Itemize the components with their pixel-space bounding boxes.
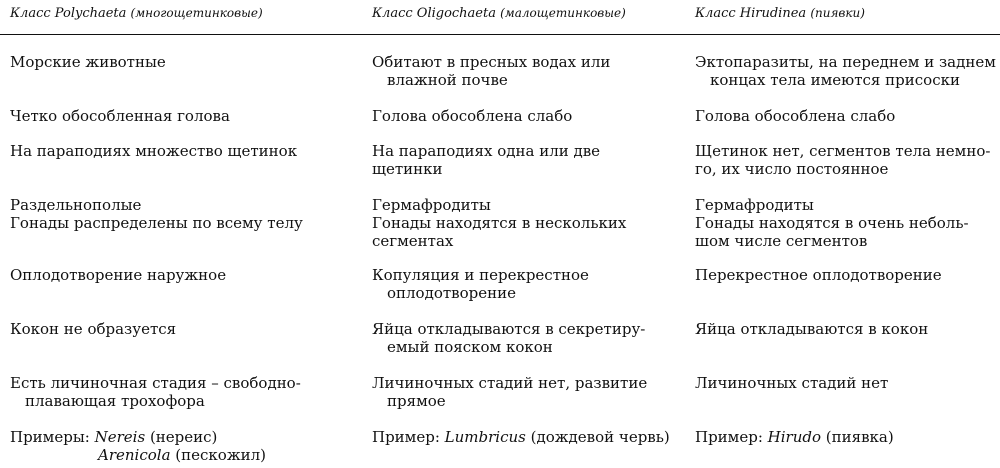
row-head-oligochaeta [372,107,572,125]
cell-line: На параподиях множество щетинок [10,142,298,160]
row-sex-oligochaeta [372,196,626,250]
cell-line: Гонады находятся в нескольких [372,214,627,232]
header-hirudinea [695,6,865,21]
row-sex-hirudinea [695,196,969,250]
row-cocoon-oligochaeta [372,320,645,356]
cell-line: Гонады распределены по всему телу [10,214,303,232]
cell-line: плавающая трохофора [25,392,205,410]
examples-label: Пример: [372,428,440,446]
cell-line: Кокон не образуется [10,320,177,338]
common-name: (пиявка) [825,428,894,446]
cell-line: го, их число постоянное [695,160,889,178]
row-head-hirudinea [695,107,895,125]
row-setae-oligochaeta [372,142,600,178]
example-line-1 [10,428,266,446]
example-line-1 [695,428,894,446]
row-examples-oligochaeta [372,428,670,446]
header-hirudinea-name: Класс Hirudinea [695,6,807,21]
row-cocoon-polychaeta [10,320,176,338]
header-polychaeta-name: Класс Polychaeta [10,6,127,21]
row-cocoon-hirudinea [695,320,928,338]
genus-hirudo: Hirudo [767,428,822,446]
row-habitat-hirudinea [695,53,996,89]
cell-line: Личиночных стадий нет, развитие [372,374,648,392]
row-fertilization-oligochaeta [372,266,589,302]
header-oligochaeta [372,6,626,21]
cell-line: Перекрестное оплодотворение [695,266,942,284]
cell-line: Есть личиночная стадия – свободно- [10,374,301,392]
row-setae-hirudinea [695,142,990,178]
cell-line: щетинки [372,160,443,178]
cell-line: прямое [387,392,446,410]
row-larva-oligochaeta [372,374,647,410]
cell-line: Яйца откладываются в секретиру- [372,320,646,338]
header-oligochaeta-sub: (малощетинковые) [500,6,626,20]
cell-line: На параподиях одна или две [372,142,601,160]
header-divider [0,34,1000,35]
example-line-2 [10,446,266,464]
cell-line: Гермафродиты [372,196,491,214]
row-fertilization-hirudinea [695,266,942,284]
cell-line: Гермафродиты [695,196,814,214]
cell-line: Оплодотворение наружное [10,266,227,284]
examples-label: Пример: [695,428,763,446]
cell-line: Щетинок нет, сегментов тела немно- [695,142,991,160]
row-sex-polychaeta [10,196,303,232]
cell-line: Раздельнополые [10,196,142,214]
cell-line: Копуляция и перекрестное [372,266,589,284]
common-name: (дождевой червь) [530,428,670,446]
cell-line: Морские животные [10,53,166,71]
common-name: (нереис) [149,428,218,446]
row-fertilization-polychaeta [10,266,226,284]
genus-nereis: Nereis [94,428,146,446]
row-larva-polychaeta [10,374,301,410]
cell-line: оплодотворение [387,284,516,302]
cell-line: сегментах [372,232,454,250]
row-head-polychaeta [10,107,230,125]
cell-line: концах тела имеются присоски [710,71,960,89]
cell-line: емый пояском кокон [387,338,553,356]
row-examples-polychaeta [10,428,266,464]
header-hirudinea-sub: (пиявки) [810,6,865,20]
cell-line: Личиночных стадий нет [695,374,889,392]
cell-line: Яйца откладываются в кокон [695,320,929,338]
row-examples-hirudinea [695,428,894,446]
cell-line: Голова обособлена слабо [372,107,573,125]
genus-arenicola: Arenicola [98,446,171,464]
cell-line: Обитают в пресных водах или [372,53,611,71]
cell-line: Четко обособленная голова [10,107,230,125]
header-oligochaeta-name: Класс Oligochaeta [372,6,496,21]
cell-line: влажной почве [387,71,508,89]
cell-line: Эктопаразиты, на переднем и заднем [695,53,996,71]
cell-line: Голова обособлена слабо [695,107,896,125]
common-name: (пескожил) [175,446,267,464]
row-setae-polychaeta [10,142,297,160]
header-polychaeta-sub: (многощетинковые) [130,6,263,20]
row-habitat-oligochaeta [372,53,610,89]
row-habitat-polychaeta [10,53,166,71]
header-polychaeta [10,6,263,21]
row-larva-hirudinea [695,374,888,392]
genus-lumbricus: Lumbricus [444,428,526,446]
example-line-1 [372,428,670,446]
examples-label: Примеры: [10,428,90,446]
cell-line: шом числе сегментов [695,232,868,250]
cell-line: Гонады находятся в очень неболь- [695,214,969,232]
